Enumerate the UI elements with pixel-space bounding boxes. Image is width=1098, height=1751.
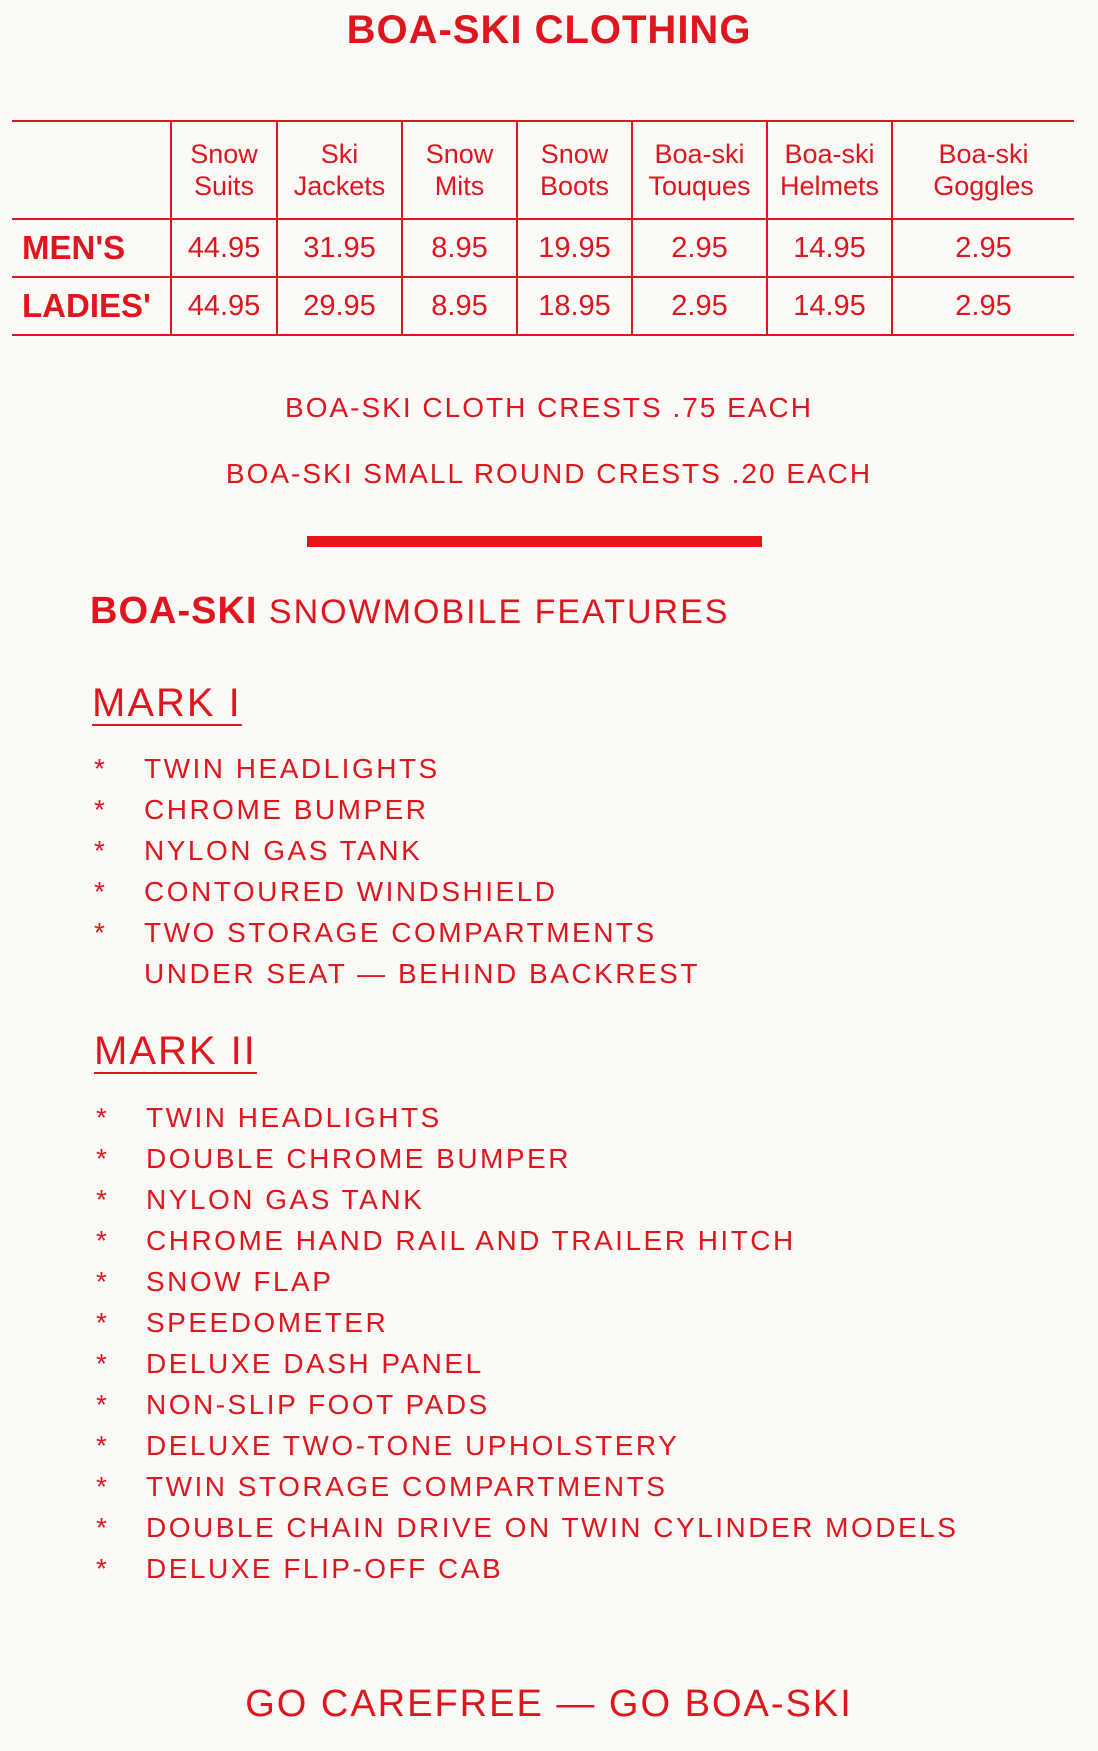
bullet-star: *	[96, 1430, 110, 1461]
features-brand: BOA-SKI	[90, 590, 258, 632]
column-header: Snow Suits	[171, 121, 277, 219]
list-item: * SPEEDOMETER	[96, 1302, 958, 1343]
price-cell: 44.95	[171, 219, 277, 277]
row-label-mens: MEN'S	[12, 219, 171, 277]
price-cell: 31.95	[277, 219, 402, 277]
list-item-continuation: UNDER SEAT — BEHIND BACKREST	[144, 958, 700, 989]
list-item: * CHROME HAND RAIL AND TRAILER HITCH	[96, 1220, 958, 1261]
bullet-star: *	[96, 1553, 110, 1584]
list-item: * NYLON GAS TANK	[96, 1179, 958, 1220]
row-label-ladies: LADIES'	[12, 277, 171, 335]
price-cell: 8.95	[402, 277, 517, 335]
price-cell: 2.95	[632, 277, 767, 335]
features-heading	[90, 590, 729, 633]
list-item: * TWIN HEADLIGHTS	[96, 1097, 958, 1138]
bullet-star: *	[96, 1102, 110, 1133]
section-divider	[307, 536, 762, 547]
column-header: Snow Mits	[402, 121, 517, 219]
bullet-star: *	[96, 1348, 110, 1379]
list-item: * CONTOURED WINDSHIELD	[94, 871, 700, 912]
price-cell: 18.95	[517, 277, 632, 335]
list-item: * NON-SLIP FOOT PADS	[96, 1384, 958, 1425]
list-item: * NYLON GAS TANK	[94, 830, 700, 871]
features-heading-text: SNOWMOBILE FEATURES	[268, 593, 730, 631]
bullet-star: *	[96, 1143, 110, 1174]
bullet-star: *	[96, 1512, 110, 1543]
price-cell: 29.95	[277, 277, 402, 335]
bullet-star: *	[94, 876, 108, 907]
bullet-star: *	[96, 1389, 110, 1420]
list-item: * DOUBLE CHROME BUMPER	[96, 1138, 958, 1179]
bullet-star: *	[94, 794, 108, 825]
bullet-star: *	[96, 1471, 110, 1502]
price-cell: 19.95	[517, 219, 632, 277]
list-item: * DELUXE FLIP-OFF CAB	[96, 1548, 958, 1589]
mark-2-feature-list	[96, 1097, 958, 1589]
cloth-crests-price: BOA-SKI CLOTH CRESTS .75 EACH	[285, 392, 813, 423]
price-cell: 2.95	[632, 219, 767, 277]
list-item: * DOUBLE CHAIN DRIVE ON TWIN CYLINDER MODELS	[96, 1507, 958, 1548]
column-header: Ski Jackets	[277, 121, 402, 219]
list-item: * CHROME BUMPER	[94, 789, 700, 830]
column-header: Snow Boots	[517, 121, 632, 219]
header-blank	[12, 121, 171, 219]
column-header: Boa-ski Touques	[632, 121, 767, 219]
column-header: Boa-ski Helmets	[767, 121, 892, 219]
list-item: * DELUXE DASH PANEL	[96, 1343, 958, 1384]
table-header-row	[12, 121, 1074, 219]
slogan: GO CAREFREE — GO BOA-SKI	[245, 1683, 853, 1725]
column-header: Boa-ski Goggles	[892, 121, 1074, 219]
page-title: BOA-SKI CLOTHING	[346, 8, 752, 52]
list-item: * TWIN STORAGE COMPARTMENTS	[96, 1466, 958, 1507]
price-cell: 2.95	[892, 219, 1074, 277]
table-row	[12, 219, 1074, 277]
list-item: * TWIN HEADLIGHTS	[94, 748, 700, 789]
table-row	[12, 277, 1074, 335]
price-table	[12, 120, 1074, 336]
bullet-star: *	[96, 1184, 110, 1215]
bullet-star: *	[96, 1266, 110, 1297]
bullet-star: *	[94, 753, 108, 784]
price-cell: 14.95	[767, 277, 892, 335]
price-cell: 2.95	[892, 277, 1074, 335]
mark-1-heading: MARK I	[92, 681, 242, 725]
bullet-star: *	[94, 835, 108, 866]
mark-1-feature-list	[94, 748, 700, 994]
bullet-star: *	[94, 917, 108, 948]
price-cell: 44.95	[171, 277, 277, 335]
price-cell: 14.95	[767, 219, 892, 277]
bullet-star: *	[96, 1307, 110, 1338]
list-item: * DELUXE TWO-TONE UPHOLSTERY	[96, 1425, 958, 1466]
list-item: * SNOW FLAP	[96, 1261, 958, 1302]
mark-2-heading: MARK II	[94, 1029, 257, 1073]
list-item: * TWO STORAGE COMPARTMENTS	[94, 912, 700, 953]
round-crests-price: BOA-SKI SMALL ROUND CRESTS .20 EACH	[225, 458, 873, 489]
price-cell: 8.95	[402, 219, 517, 277]
bullet-star: *	[96, 1225, 110, 1256]
